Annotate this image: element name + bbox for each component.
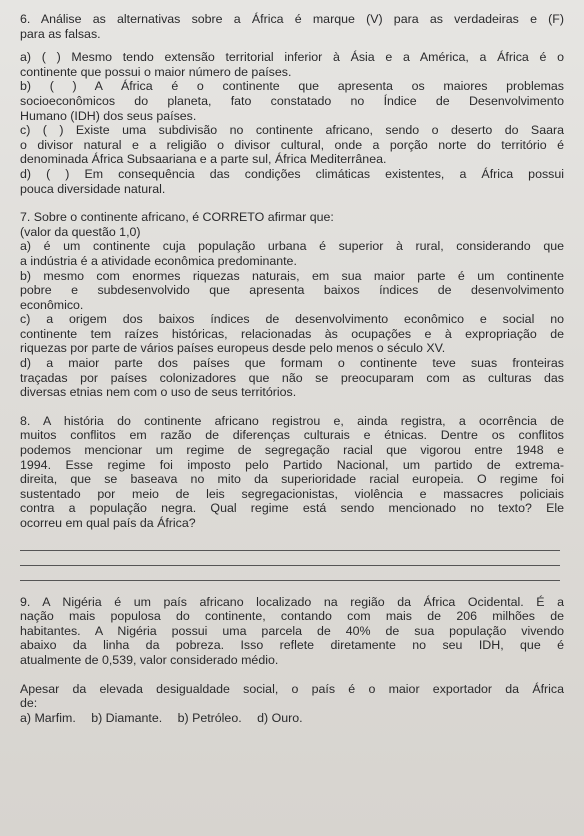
q8-line: contra a população negra. Qual regime está sendo mencionado no texto? Ele — [20, 501, 564, 516]
q6-option-b: b) ( ) A África é o continente que apresenta os maiores problemas — [20, 79, 564, 94]
q8-line: 1994. Esse regime foi imposto pelo Partido Nacional, um partido de extrema- — [20, 457, 564, 472]
q6-line: para as falsas. — [20, 26, 101, 41]
question-9 — [20, 595, 564, 726]
answer-line[interactable] — [20, 580, 560, 581]
q9-line: abaixo da linha da pobreza. Isso reflete diretamente no seu IDH, que é — [20, 638, 564, 653]
q7-option-d-cont: diversas etnias nem com o uso de seus territórios. — [20, 385, 297, 400]
q9-prompt: Apesar da elevada desigualdade social, o país é o maior exportador da África — [20, 681, 564, 696]
question-7 — [20, 210, 564, 400]
spacer — [20, 400, 564, 414]
q6-option-a: a) ( ) Mesmo tendo extensão territorial inferior à Ásia e a América, a África é o — [20, 50, 564, 65]
q9-line: 9. A Nigéria é um país africano localizado na região da África Ocidental. É a — [20, 594, 564, 609]
q9-prompt-cont: de: — [20, 696, 38, 711]
q8-line: muitos conflitos em razão de diferenças culturais e étnicas. Dentre os conflitos — [20, 428, 564, 443]
q8-answer-area[interactable] — [20, 531, 564, 581]
q9-line: nação mais populosa do continente, contando com mais de 206 milhões de — [20, 609, 564, 624]
q9-option-d: d) Ouro. — [257, 710, 303, 725]
q8-line: podemos mencionar um regime de segregação racial que vigorou entre 1948 e — [20, 443, 564, 458]
q9-line: atualmente de 0,539, valor considerado médio. — [20, 652, 279, 667]
spacer — [20, 196, 564, 210]
q9-line: habitantes. A Nigéria possui uma parcela de 40% de sua população vivendo — [20, 623, 564, 638]
q7-option-c: c) a origem dos baixos índices de desenvolvimento econômico e social no — [20, 312, 564, 327]
q6-option-c-cont: o divisor natural e a religião o divisor cultural, onde a porção norte do território é — [20, 137, 564, 152]
q7-option-c-cont: riquezas por parte de vários países europeus desde pelo menos o século XV. — [20, 341, 446, 356]
question-8 — [20, 414, 564, 581]
q9-option-a: a) Marfim. — [20, 710, 76, 725]
q6-option-a-cont: continente que possui o maior número de países. — [20, 64, 292, 79]
q7-option-d: d) a maior parte dos países que formam o continente teve suas fronteiras — [20, 356, 564, 371]
q6-option-d: d) ( ) Em consequência das condições climáticas existentes, a África possui — [20, 166, 564, 181]
q7-option-b: b) mesmo com enormes riquezas naturais, em sua maior parte é um continente — [20, 268, 564, 283]
answer-line[interactable] — [20, 550, 560, 551]
q7-option-b-cont: pobre e subdesenvolvido que apresenta baixos índices de desenvolvimento — [20, 283, 564, 298]
q8-line: direita, que se baseava no mito da superioridade racial europeia. O regime foi — [20, 472, 564, 487]
spacer — [20, 41, 564, 50]
q7-option-d-cont: traçadas por países colonizadores que não se preocuparam com as culturas das — [20, 370, 564, 385]
q9-options — [20, 711, 564, 726]
q7-option-a: a) é um continente cuja população urbana é superior à rural, considerando que — [20, 239, 564, 254]
q7-prompt: 7. Sobre o continente africano, é CORRETO afirmar que: — [20, 210, 334, 225]
q7-option-b-cont: econômico. — [20, 297, 84, 312]
q8-line: ocorreu em qual país da África? — [20, 516, 196, 530]
q6-option-c: c) ( ) Existe uma subdivisão no continente africano, sendo o deserto do Saara — [20, 123, 564, 138]
question-6 — [20, 12, 564, 196]
q6-option-b-cont: Humano (IDH) dos seus países. — [20, 108, 197, 123]
q6-option-c-cont: denominada África Subsaariana e a parte sul, África Mediterrânea. — [20, 152, 387, 167]
q9-option-c: b) Petróleo. — [177, 710, 242, 725]
q8-line: 8. A história do continente africano registrou e, ainda registra, a ocorrência de — [20, 413, 564, 428]
answer-line[interactable] — [20, 565, 560, 566]
spacer — [20, 541, 564, 550]
spacer — [20, 668, 564, 682]
q6-line: 6. Análise as alternativas sobre a África é marque (V) para as verdadeiras e (F) — [20, 12, 564, 26]
q7-option-c-cont: continente tem raízes históricas, relacionadas às ocupações e à expropriação de — [20, 326, 564, 341]
q7-value: (valor da questão 1,0) — [20, 224, 141, 239]
q6-option-d-cont: pouca diversidade natural. — [20, 181, 166, 196]
q9-option-b: b) Diamante. — [91, 710, 163, 725]
q7-option-a-cont: a indústria é a atividade econômica predominante. — [20, 253, 297, 268]
q6-option-b-cont: socioeconômicos do planeta, fato constatado no Índice de Desenvolvimento — [20, 93, 564, 108]
q8-line: sustentado por meio de leis segregacionistas, violência e massacres policiais — [20, 486, 564, 501]
